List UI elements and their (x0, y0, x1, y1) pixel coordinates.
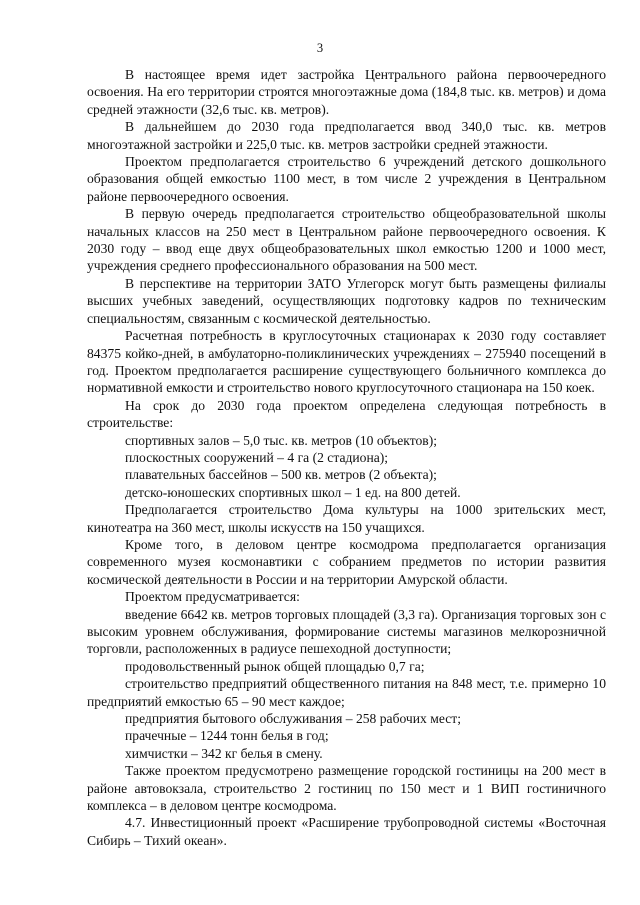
list-item: детско-юношеских спортивных школ – 1 ед. на 800 детей. (125, 484, 461, 500)
list-item: строительство предприятий общественного питания на 848 мест, т.е. примерно 10 предприятий емкостью 65 – 90 мест каждое; (87, 676, 606, 709)
paragraph: Расчетная потребность в круглосуточных стационарах к 2030 году составляет 84375 койко-дней, в амбулаторно-поликлинических учреждениях – 275940 посещений в год. Проектом предполагается расширение существующего больничного комплекса до нормативной емкости и строительство нового круглосуточного стационара на 150 коек. (87, 328, 606, 396)
paragraph: Проектом предполагается строительство 6 учреждений детского дошкольного образования общей емкостью 1100 мест, в том числе 2 учреждения в Центральном районе первоочередного освоения. (87, 154, 606, 204)
paragraph: Предполагается строительство Дома культуры на 1000 зрительских мест, кинотеатра на 360 мест, школы искусств на 150 учащихся. (87, 502, 606, 535)
list-item: плоскостных сооружений – 4 га (2 стадиона); (125, 449, 389, 465)
paragraph: В первую очередь предполагается строительство общеобразовательной школы начальных классов на 250 мест в Центральном районе первоочередного освоения. К 2030 году – ввод еще двух общеобразовательных школ емкостью 1200 и 1000 мест, учреждения среднего профессионального образования на 500 мест. (87, 206, 606, 274)
list-item: введение 6642 кв. метров торговых площадей (3,3 га). Организация торговых зон с высоким уровнем обслуживания, формирование системы магазинов мелкорозничной торговли, расположенных в радиусе пешеходной доступности; (87, 606, 606, 657)
list-item: химчистки – 342 кг белья в смену. (125, 745, 323, 761)
list-item: плавательных бассейнов – 500 кв. метров (2 объекта); (125, 467, 437, 483)
section-heading: 4.7. Инвестиционный проект «Расширение трубопроводной системы «Восточная Сибирь – Тихий океан». (87, 815, 606, 848)
list-item: продовольственный рынок общей площадью 0,7 га; (125, 658, 425, 674)
paragraph: На срок до 2030 года проектом определена следующая потребность в строительстве: (87, 397, 606, 431)
list-item: спортивных залов – 5,0 тыс. кв. метров (10 объектов); (125, 432, 438, 448)
paragraph: Кроме того, в деловом центре космодрома предполагается организация современного музея космонавтики с собранием предметов по истории развития космической деятельности в России и на территории Амурской области. (87, 536, 606, 587)
paragraph: В перспективе на территории ЗАТО Углегорск могут быть размещены филиалы высших учебных заведений, осуществляющих подготовку кадров по техническим специальностям, связанным с космической деятельностью. (87, 275, 606, 326)
paragraph: Проектом предусматривается: (125, 589, 300, 605)
paragraph: В настоящее время идет застройка Центрального района первоочередного освоения. На его территории строятся многоэтажные дома (184,8 тыс. кв. метров) и дома средней этажности (32,6 тыс. кв. метров). (87, 67, 606, 117)
document-body (87, 66, 606, 849)
list-item: предприятия бытового обслуживания – 258 рабочих мест; (125, 711, 461, 727)
list-item: прачечные – 1244 тонн белья в год; (125, 728, 329, 744)
paragraph: Также проектом предусмотрено размещение городской гостиницы на 200 мест в районе автовокзала, строительство 2 гостиниц по 150 мест и 1 ВИП гостиничного комплекса – в деловом центре космодрома. (87, 763, 606, 814)
page-number: 3 (316, 41, 324, 55)
paragraph: В дальнейшем до 2030 года предполагается ввод 340,0 тыс. кв. метров многоэтажной застройки и 225,0 тыс. кв. метров застройки средней этажности. (87, 119, 606, 152)
